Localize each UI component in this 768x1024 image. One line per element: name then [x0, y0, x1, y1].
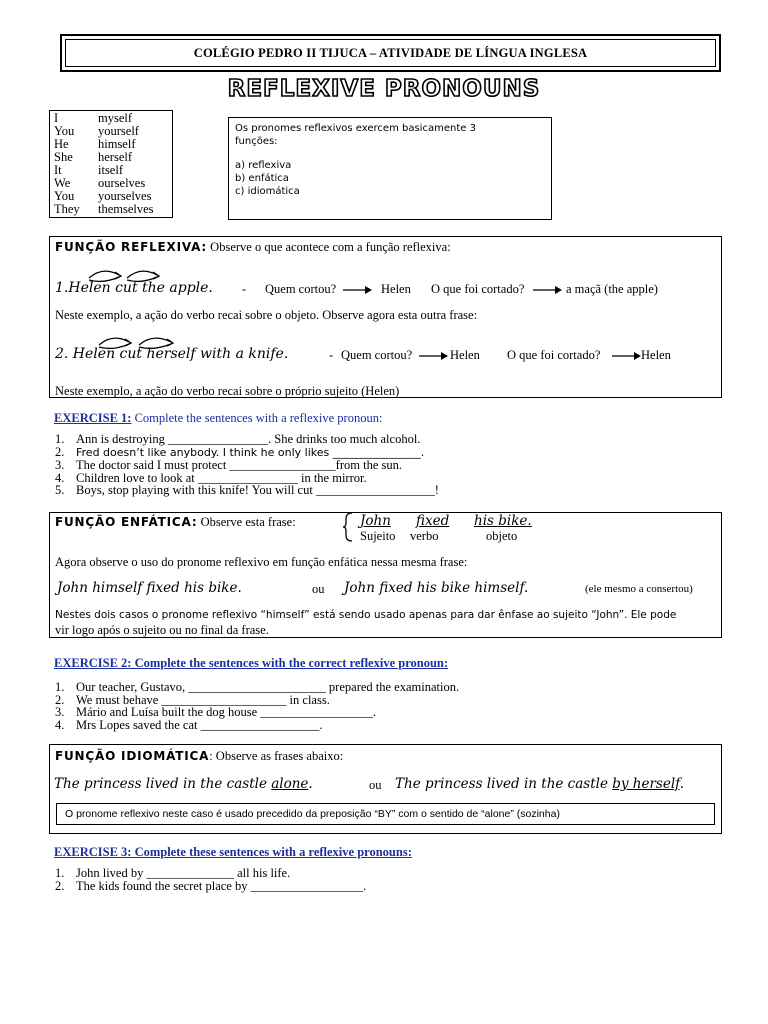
emphatic-note2-cont: vir logo após o sujeito ou no final da frase.	[55, 623, 269, 637]
reflexive-note2: Neste exemplo, a ação do verbo recai sobre o próprio sujeito (Helen)	[55, 384, 400, 398]
emphatic-word-object: his bike.	[474, 513, 532, 529]
exercise1-instructions: Complete the sentences with a reflexive pronoun:	[134, 411, 383, 425]
exercise2-label: EXERCISE 2: Complete the sentences with the correct reflexive pronoun:	[54, 656, 449, 670]
example1-answer1: Helen	[381, 282, 411, 296]
idiomatic-sentence2: The princess lived in the castle by herself.	[395, 776, 684, 792]
emphatic-heading-text: Observe esta frase:	[200, 515, 296, 529]
example2-sentence: 2. Helen cut herself with a knife.	[55, 346, 289, 362]
emphatic-sentence1: John himself fixed his bike.	[57, 580, 242, 596]
list-item: 2. We must behave ____________________ in class.	[55, 692, 330, 707]
header-frame	[60, 34, 721, 72]
exercise1-label: EXERCISE 1:	[54, 411, 132, 425]
list-item: 3. The doctor said I must protect _________________from the sun.	[55, 458, 402, 473]
emphatic-note1: Agora observe o uso do pronome reflexivo em função enfática nessa mesma frase:	[55, 555, 468, 569]
example2-question1: Quem cortou?	[341, 348, 413, 362]
example2-dash: -	[329, 348, 334, 362]
exercise2-title	[54, 656, 448, 671]
subject-pronoun: They	[54, 202, 80, 216]
idiomatic-heading: FUNÇÃO IDIOMÁTICA	[55, 749, 210, 763]
function-b: b) enfática	[235, 173, 289, 184]
idiomatic-sentence1: The princess lived in the castle alone.	[54, 776, 313, 792]
reflexive-pronoun: themselves	[98, 202, 154, 216]
subject-pronoun: You	[54, 189, 75, 203]
emphatic-heading: FUNÇÃO ENFÁTICA:	[55, 515, 198, 529]
functions-intro: Os pronomes reflexivos exercem basicamente 3	[235, 123, 476, 134]
arrow-right-icon	[612, 351, 642, 361]
example2-answer2: Helen	[641, 348, 671, 362]
example1-answer2: a maçã (the apple)	[566, 282, 658, 296]
example1-sentence: 1.Helen cut the apple.	[55, 280, 213, 296]
idiomatic-heading-line	[55, 749, 343, 764]
school-header: COLÉGIO PEDRO II TIJUCA – ATIVIDADE DE LÍNGUA INGLESA	[65, 39, 716, 67]
subject-pronoun: I	[54, 111, 59, 125]
list-item: 2. Fred doesn’t like anybody. I think he only likes ________________.	[55, 444, 425, 459]
idiomatic-note: O pronome reflexivo neste caso é usado precedido da preposição “BY” com o sentido de “alone” (sozinha)	[56, 803, 715, 825]
label-object: objeto	[486, 529, 518, 543]
exercise1-title	[54, 411, 382, 426]
list-item: 1. Our teacher, Gustavo, ______________________ prepared the examination.	[55, 680, 460, 694]
example2-question2: O que foi cortado?	[507, 348, 601, 362]
exercise3-title	[54, 845, 412, 860]
reflexive-heading-line	[55, 240, 451, 255]
subject-pronoun: He	[54, 137, 69, 151]
exercise3-label: EXERCISE 3: Complete these sentences with a reflexive pronouns:	[54, 845, 412, 859]
idiomatic-or: ou	[369, 778, 382, 792]
reflexive-pronoun: yourselves	[98, 189, 152, 203]
arrow-right-icon	[419, 351, 449, 361]
page-title: REFLEXIVE PRONOUNS	[227, 76, 541, 102]
list-item: 1. John lived by ______________ all his life.	[55, 866, 291, 880]
example1-question2: O que foi cortado?	[431, 282, 525, 296]
label-subject: Sujeito	[360, 529, 396, 543]
reflexive-pronoun: myself	[98, 111, 133, 125]
emphatic-word-subject: John	[360, 513, 391, 529]
subject-pronoun: We	[54, 176, 71, 190]
reflexive-heading-text: Observe o que acontece com a função reflexiva:	[210, 240, 451, 254]
reflexive-pronoun: himself	[98, 137, 136, 151]
list-item: 3. Mário and Luísa built the dog house __________________.	[55, 705, 376, 720]
reflexive-pronoun: itself	[98, 163, 123, 177]
emphatic-parenthetical: (ele mesmo a consertou)	[585, 583, 693, 595]
emphatic-note2: Nestes dois casos o pronome reflexivo “himself” está sendo usado apenas para dar ênfase ao sujeito “John”. Ele pode	[55, 609, 677, 621]
subject-pronoun: It	[54, 163, 62, 177]
pronoun-table	[49, 110, 173, 218]
reflexive-pronoun: herself	[98, 150, 133, 164]
emphatic-or: ou	[312, 582, 325, 596]
emphatic-word-verb: fixed	[416, 513, 450, 529]
function-a: a) reflexiva	[235, 160, 292, 171]
emphatic-sentence2: John fixed his bike himself.	[344, 580, 529, 596]
subject-pronoun: You	[54, 124, 75, 138]
idiomatic-heading-text: : Observe as frases abaixo:	[209, 749, 344, 763]
label-verb: verbo	[410, 529, 439, 543]
example1-question1: Quem cortou?	[265, 282, 337, 296]
emphatic-heading-line	[55, 515, 296, 530]
arrow-right-icon	[343, 285, 373, 295]
example1-dash: -	[242, 282, 247, 296]
curly-brace-icon	[342, 511, 354, 543]
list-item: 4. Mrs Lopes saved the cat ___________________.	[55, 717, 323, 732]
list-item: 1. Ann is destroying ________________. She drinks too much alcohol.	[55, 432, 421, 446]
exercise2-list	[55, 681, 459, 731]
reflexive-heading: FUNÇÃO REFLEXIVA:	[55, 240, 208, 254]
reflexive-note1: Neste exemplo, a ação do verbo recai sobre o objeto. Observe agora esta outra frase:	[55, 308, 478, 322]
function-c: c) idiomática	[235, 186, 300, 197]
functions-intro-cont: funções:	[235, 136, 278, 147]
list-item: 4. Children love to look at ________________ in the mirror.	[55, 470, 367, 485]
reflexive-pronoun: ourselves	[98, 176, 146, 190]
example2-answer1: Helen	[450, 348, 480, 362]
arrow-right-icon	[533, 285, 563, 295]
subject-pronoun: She	[54, 150, 73, 164]
exercise3-list	[55, 867, 366, 892]
functions-box	[228, 117, 552, 220]
list-item: 5. Boys, stop playing with this knife! You will cut ___________________!	[55, 483, 439, 498]
list-item: 2. The kids found the secret place by __________________.	[55, 878, 367, 893]
reflexive-pronoun: yourself	[98, 124, 139, 138]
exercise1-list	[55, 433, 439, 497]
